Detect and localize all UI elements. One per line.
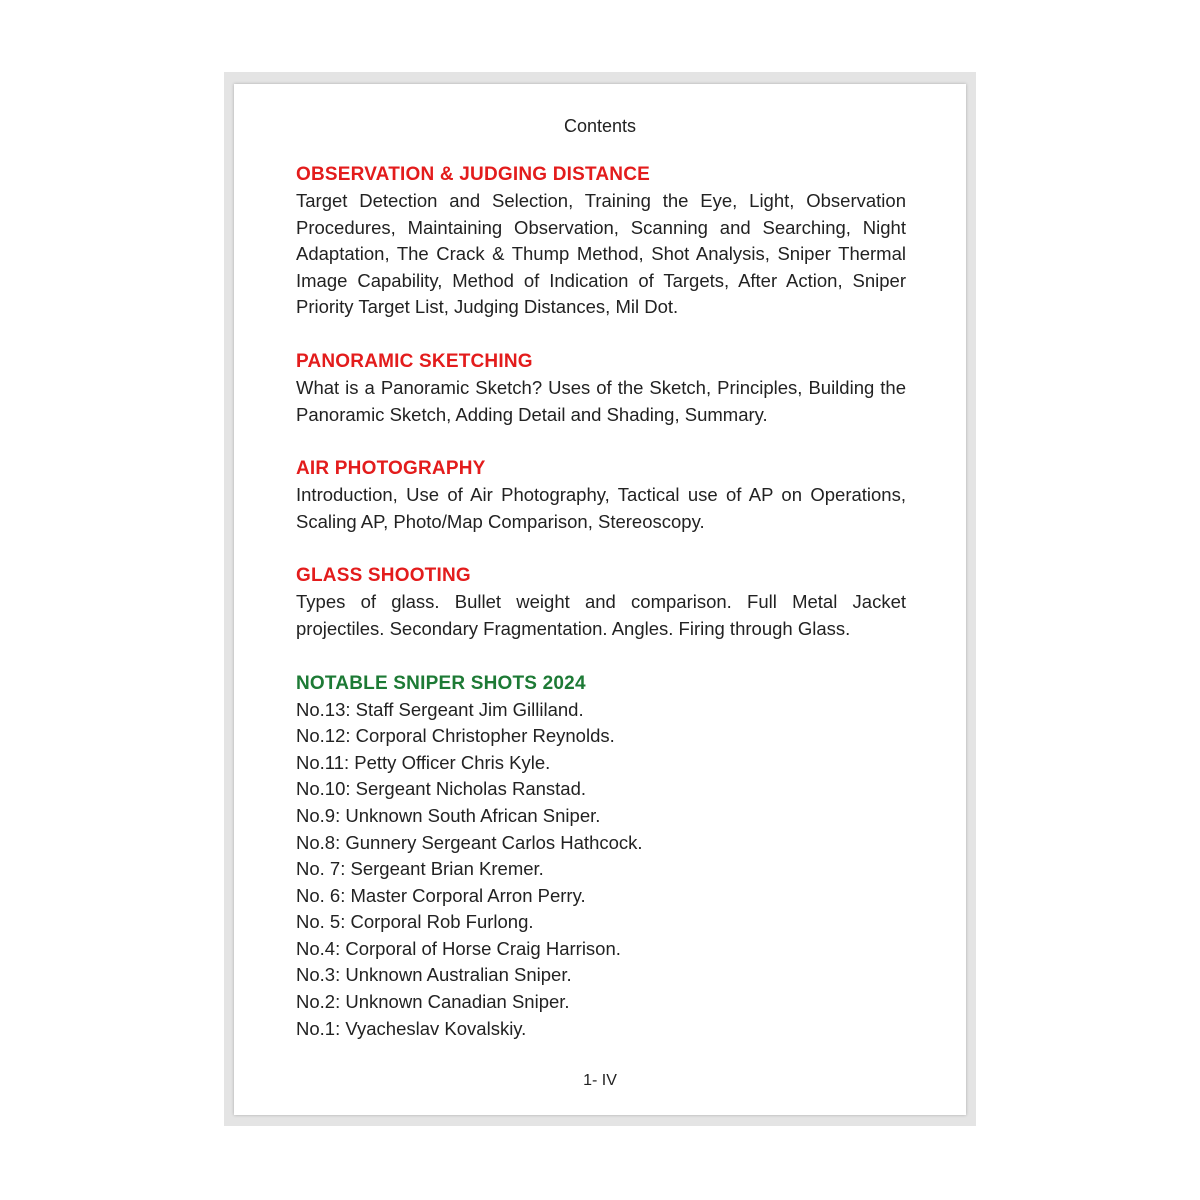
section-description: Types of glass. Bullet weight and comparison. Full Metal Jacket projectiles. Secondary Fragmentation. Angles. Firing through Glass. [296,591,906,639]
section-air-photography [296,456,906,535]
section-description: Introduction, Use of Air Photography, Tactical use of AP on Operations, Scaling AP, Photo/Map Comparison, Stereoscopy. [296,484,906,532]
list-item: No.2: Unknown Canadian Sniper. [296,991,570,1013]
list-item: No.10: Sergeant Nicholas Ranstad. [296,778,587,800]
section-heading: OBSERVATION & JUDGING DISTANCE [296,164,651,185]
list-item: No. 6: Master Corporal Arron Perry. [296,884,586,906]
list-item: No.9: Unknown South African Sniper. [296,804,601,826]
section-glass-shooting [296,563,906,642]
section-panoramic-sketching [296,349,906,428]
list-item: No.1: Vyacheslav Kovalskiy. [296,1017,527,1039]
section-heading: NOTABLE SNIPER SHOTS 2024 [296,672,586,694]
section-heading: GLASS SHOOTING [296,565,471,587]
list-item: No.8: Gunnery Sergeant Carlos Hathcock. [296,831,643,853]
page-number: 1- IV [583,1072,617,1089]
list-item: No. 7: Sergeant Brian Kremer. [296,858,544,880]
list-item: No.3: Unknown Australian Sniper. [296,964,572,986]
section-notable-sniper-shots [296,671,906,1043]
section-heading: AIR PHOTOGRAPHY [296,458,486,480]
list-item: No. 5: Corporal Rob Furlong. [296,911,534,933]
list-item: No.12: Corporal Christopher Reynolds. [296,725,615,747]
document-page [234,84,966,1115]
list-item: No.4: Corporal of Horse Craig Harrison. [296,937,621,959]
section-description: What is a Panoramic Sketch? Uses of the Sketch, Principles, Building the Panoramic Sketch, Adding Detail and Shading, Summary. [296,376,906,425]
section-description: Target Detection and Selection, Training the Eye, Light, Observation Procedures, Maintaining Observation, Scanning and Searching, Night Adaptation, The Crack & Thump Method, Shot Analysis, Sniper Thermal Image Capability, Method of Indication of Targets, After Action, Sniper Priority Target List, Judging Distances, Mil Dot. [296,190,906,318]
contents-title: Contents [563,116,637,136]
section-heading: PANORAMIC SKETCHING [296,350,533,372]
list-item: No.13: Staff Sergeant Jim Gilliland. [296,698,584,720]
section-observation [296,162,906,321]
sniper-shots-list [296,697,906,1043]
list-item: No.11: Petty Officer Chris Kyle. [296,751,551,773]
contents-body [296,162,906,1070]
